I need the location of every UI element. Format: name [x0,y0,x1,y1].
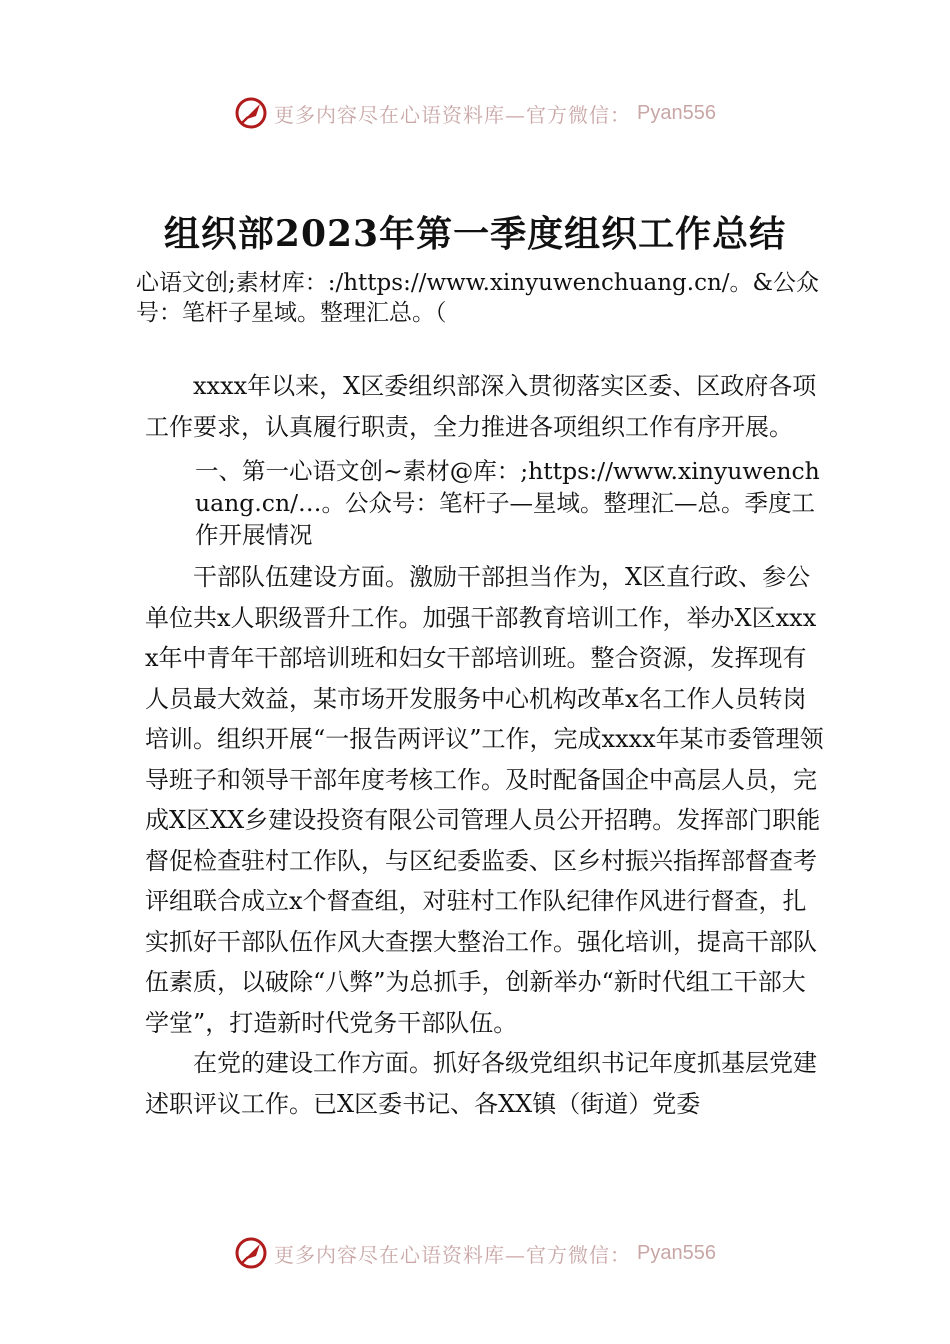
source-line: 心语文创;素材库：:/https://www.xinyuwenchuang.cn/。&公众号：笔杆子星域。整理汇总。（ [136,270,820,326]
watermark-text: 更多内容尽在心语资料库—官方微信： [274,1242,632,1267]
quill-logo-icon [234,96,268,130]
header-watermark [0,96,950,130]
document-body [145,366,825,1124]
quill-logo-icon [234,1236,268,1270]
paragraph-cadre: 干部队伍建设方面。激励干部担当作为，X区直行政、参公单位共x人职级晋升工作。加强干部教育培训工作，举办X区xxxx年中青年干部培训班和妇女干部培训班。整合资源，发挥现有人员最大效益，某市场开发服务中心机构改革x名工作人员转岗培训。组织开展“一报告两评议”工作，完成xxxx年某市委管理领导班子和领导干部年度考核工作。及时配备国企中高层人员，完成X区XX乡建设投资有限公司管理人员公开招聘。发挥部门职能督促检查驻村工作队，与区纪委监委、区乡村振兴指挥部督查考评组联合成立x个督查组，对驻村工作队纪律作风进行督查，扎实抓好干部队伍作风大查摆大整治工作。强化培训，提高干部队伍素质，以破除“八弊”为总抓手，创新举办“新时代组工干部大学堂”，打造新时代党务干部队伍。 [145,563,824,1037]
paragraph-intro: xxxx年以来，X区委组织部深入贯彻落实区委、区政府各项工作要求，认真履行职责，全力推进各项组织工作有序开展。 [145,372,817,441]
watermark-wechat-id: Pyan556 [637,101,716,124]
document-title: 组织部2023年第一季度组织工作总结 [163,213,787,255]
watermark-wechat-id: Pyan556 [637,1241,716,1264]
paragraph-party-building: 在党的建设工作方面。抓好各级党组织书记年度抓基层党建述职评议工作。已X区委书记、各XX镇（街道）党委 [145,1049,817,1118]
footer-watermark [0,1236,950,1270]
watermark-text: 更多内容尽在心语资料库—官方微信： [274,102,632,127]
section-heading: 一、第一心语文创~素材@库：;https://www.xinyuwenchuang.cn/…。公众号：笔杆子—星域。整理汇—总。季度工作开展情况 [195,457,820,549]
